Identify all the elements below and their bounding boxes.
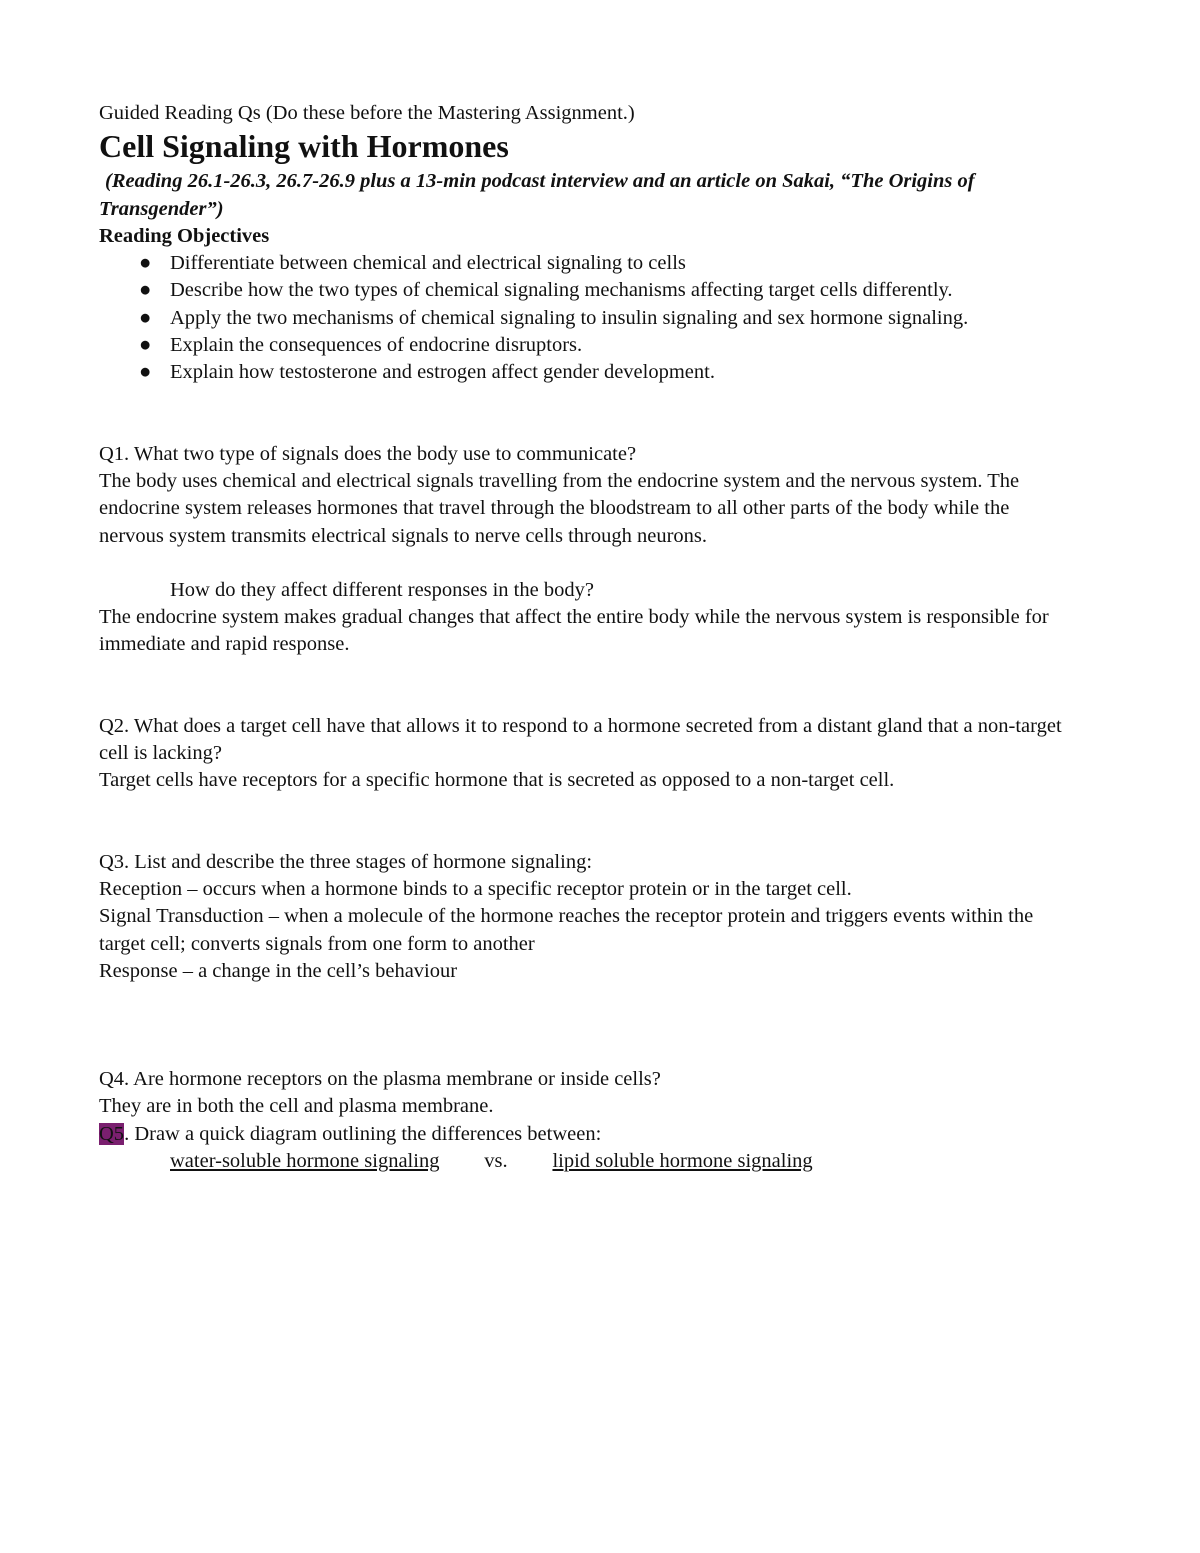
bullet-icon: ●: [139, 252, 152, 275]
objectives-list: [99, 250, 1069, 386]
q3-response: Response – a change in the cell’s behaviour: [99, 959, 458, 982]
objective-item: ● Describe how the two types of chemical signaling mechanisms affecting target cells differently.: [99, 277, 1069, 304]
versus-label: vs.: [484, 1150, 508, 1173]
objective-item: ● Explain how testosterone and estrogen affect gender development.: [99, 359, 1069, 386]
objective-item: ● Explain the consequences of endocrine disruptors.: [99, 332, 1069, 359]
document-body: [99, 100, 1069, 1175]
q1-followup-question: How do they affect different responses in the body?: [170, 578, 594, 601]
q1-followup-answer: The endocrine system makes gradual changes that affect the entire body while the nervous system is responsible for immediate and rapid response.: [99, 606, 1049, 656]
q1-question: Q1. What two type of signals does the body use to communicate?: [99, 442, 637, 465]
objective-item: ● Differentiate between chemical and electrical signaling to cells: [99, 250, 1069, 277]
page-title: Cell Signaling with Hormones: [99, 128, 509, 165]
q4-question: Q4. Are hormone receptors on the plasma membrane or inside cells?: [99, 1068, 661, 1091]
q3-transduction: Signal Transduction – when a molecule of the hormone reaches the receptor protein and triggers events within the target cell; converts signals from one form to another: [99, 905, 1034, 955]
reading-subtitle: (Reading 26.1-26.3, 26.7-26.9 plus a 13-min podcast interview and an article on Sakai, “The Origins of Transgender”): [99, 170, 975, 220]
bullet-icon: ●: [139, 306, 152, 329]
q2-answer: Target cells have receptors for a specific hormone that is secreted as opposed to a non-target cell.: [99, 769, 895, 792]
bullet-icon: ●: [139, 279, 152, 302]
objectives-heading: Reading Objectives: [99, 224, 270, 247]
q5-comparison: [99, 1148, 1069, 1175]
q3-reception: Reception – occurs when a hormone binds to a specific receptor protein or in the target cell.: [99, 877, 852, 900]
q5-highlighted-label: Q5: [99, 1122, 125, 1145]
q4-answer: They are in both the cell and plasma membrane.: [99, 1095, 494, 1118]
lipid-soluble-label: lipid soluble hormone signaling: [552, 1150, 813, 1173]
q5-question: Q5. Draw a quick diagram outlining the differences between:: [99, 1122, 602, 1145]
water-soluble-label: water-soluble hormone signaling: [170, 1150, 440, 1173]
q1-answer: The body uses chemical and electrical signals travelling from the endocrine system and the nervous system. The endocrine system releases hormones that travel through the bloodstream to all other parts of the body while the nervous system transmits electrical signals to nerve cells through neurons.: [99, 469, 1020, 547]
bullet-icon: ●: [139, 334, 152, 357]
assignment-note: Guided Reading Qs (Do these before the Mastering Assignment.): [99, 102, 635, 124]
objective-item: ● Apply the two mechanisms of chemical signaling to insulin signaling and sex hormone signaling.: [99, 305, 1069, 332]
bullet-icon: ●: [139, 361, 152, 384]
q3-question: Q3. List and describe the three stages of hormone signaling:: [99, 850, 593, 873]
q2-question: Q2. What does a target cell have that allows it to respond to a hormone secreted from a distant gland that a non-target cell is lacking?: [99, 714, 1062, 765]
